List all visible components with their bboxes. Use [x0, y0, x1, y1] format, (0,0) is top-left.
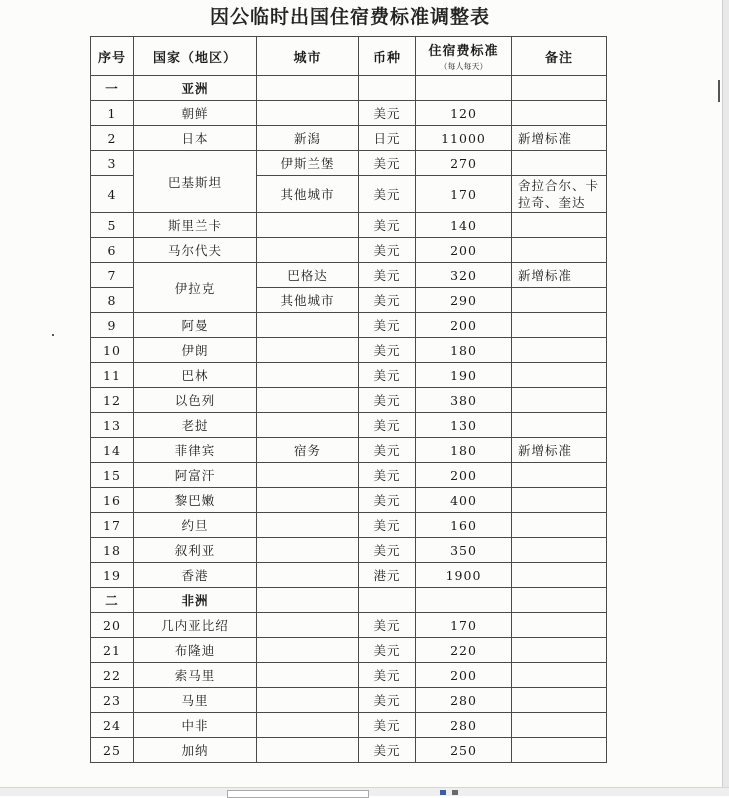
row-note: [512, 563, 607, 588]
row-country: 阿富汗: [134, 463, 257, 488]
row-city: [257, 513, 359, 538]
row-amount: 250: [416, 738, 512, 763]
row-no: 9: [91, 313, 134, 338]
row-amount: 1900: [416, 563, 512, 588]
table-row: [91, 213, 607, 238]
row-country: 以色列: [134, 388, 257, 413]
row-country: 马里: [134, 688, 257, 713]
row-currency: 美元: [359, 438, 416, 463]
row-note: [512, 663, 607, 688]
row-no: 22: [91, 663, 134, 688]
table-row: [91, 463, 607, 488]
row-no: 25: [91, 738, 134, 763]
row-no: 4: [91, 176, 134, 213]
table-row: [91, 238, 607, 263]
row-note: [512, 688, 607, 713]
row-amount: 130: [416, 413, 512, 438]
table-row: [91, 388, 607, 413]
row-amount: 200: [416, 313, 512, 338]
table-row: [91, 338, 607, 363]
row-country: 伊朗: [134, 338, 257, 363]
row-note: [512, 638, 607, 663]
row-currency: 美元: [359, 463, 416, 488]
row-country: 日本: [134, 126, 257, 151]
row-note: 新增标准: [512, 263, 607, 288]
table-row: [91, 126, 607, 151]
row-country: 马尔代夫: [134, 238, 257, 263]
row-amount: 160: [416, 513, 512, 538]
row-country: 加纳: [134, 738, 257, 763]
row-amount: 220: [416, 638, 512, 663]
row-no: 2: [91, 126, 134, 151]
page-edge: [722, 0, 729, 795]
row-amount: 290: [416, 288, 512, 313]
row-country: 布隆迪: [134, 638, 257, 663]
row-currency: 美元: [359, 213, 416, 238]
scan-dot: [52, 334, 54, 336]
row-city: 新潟: [257, 126, 359, 151]
row-city: [257, 313, 359, 338]
row-city: [257, 638, 359, 663]
row-city: 其他城市: [257, 288, 359, 313]
row-amount: 270: [416, 151, 512, 176]
row-note: [512, 713, 607, 738]
row-note: [512, 413, 607, 438]
row-country: 约旦: [134, 513, 257, 538]
row-city: 伊斯兰堡: [257, 151, 359, 176]
fit-page-icon[interactable]: [452, 790, 458, 795]
row-no: 23: [91, 688, 134, 713]
table-row: [91, 101, 607, 126]
row-city: [257, 538, 359, 563]
row-no: 19: [91, 563, 134, 588]
row-no: 7: [91, 263, 134, 288]
row-no: 17: [91, 513, 134, 538]
header-standard-label: 住宿费标准: [428, 44, 499, 59]
row-currency: 美元: [359, 176, 416, 213]
row-country: 老挝: [134, 413, 257, 438]
row-city: 宿务: [257, 438, 359, 463]
row-city: [257, 613, 359, 638]
row-currency: 美元: [359, 313, 416, 338]
scan-mark: [718, 80, 720, 102]
row-currency: 美元: [359, 713, 416, 738]
section-no: 一: [91, 76, 134, 101]
row-city: [257, 488, 359, 513]
table-row: [91, 688, 607, 713]
table-row: [91, 663, 607, 688]
row-currency: 美元: [359, 488, 416, 513]
table-row: [91, 438, 607, 463]
row-country: 叙利亚: [134, 538, 257, 563]
row-country: 伊拉克: [134, 263, 257, 313]
row-city: [257, 363, 359, 388]
header-currency: 币种: [359, 37, 416, 76]
table-row: [91, 263, 607, 288]
table-row: [91, 563, 607, 588]
row-note: [512, 238, 607, 263]
row-city: [257, 663, 359, 688]
row-amount: 180: [416, 438, 512, 463]
row-city: [257, 388, 359, 413]
row-note: [512, 101, 607, 126]
row-country: 香港: [134, 563, 257, 588]
header-no: 序号: [91, 37, 134, 76]
row-country: 索马里: [134, 663, 257, 688]
row-city: 巴格达: [257, 263, 359, 288]
row-no: 16: [91, 488, 134, 513]
table-row: [91, 538, 607, 563]
row-note: 新增标准: [512, 438, 607, 463]
row-currency: 美元: [359, 338, 416, 363]
row-no: 13: [91, 413, 134, 438]
row-note: [512, 363, 607, 388]
row-amount: 380: [416, 388, 512, 413]
header-city: 城市: [257, 37, 359, 76]
row-city: [257, 101, 359, 126]
row-currency: 美元: [359, 513, 416, 538]
row-currency: 美元: [359, 538, 416, 563]
row-amount: 200: [416, 238, 512, 263]
row-no: 12: [91, 388, 134, 413]
row-no: 1: [91, 101, 134, 126]
row-country: 朝鲜: [134, 101, 257, 126]
row-currency: 日元: [359, 126, 416, 151]
row-amount: 170: [416, 176, 512, 213]
row-country: 黎巴嫩: [134, 488, 257, 513]
row-currency: 美元: [359, 613, 416, 638]
row-no: 15: [91, 463, 134, 488]
row-currency: 美元: [359, 663, 416, 688]
zoom-icon[interactable]: [440, 790, 446, 795]
row-currency: 美元: [359, 363, 416, 388]
row-no: 21: [91, 638, 134, 663]
row-country: 斯里兰卡: [134, 213, 257, 238]
row-amount: 280: [416, 688, 512, 713]
row-country: 中非: [134, 713, 257, 738]
row-amount: 200: [416, 663, 512, 688]
row-city: 其他城市: [257, 176, 359, 213]
row-city: [257, 688, 359, 713]
row-country: 巴基斯坦: [134, 151, 257, 213]
row-note: [512, 613, 607, 638]
row-note: [512, 213, 607, 238]
row-no: 24: [91, 713, 134, 738]
table-row: [91, 413, 607, 438]
row-note: [512, 513, 607, 538]
row-note: [512, 488, 607, 513]
row-no: 6: [91, 238, 134, 263]
table-row: [91, 638, 607, 663]
row-currency: 美元: [359, 388, 416, 413]
row-no: 3: [91, 151, 134, 176]
row-currency: 美元: [359, 101, 416, 126]
row-currency: 美元: [359, 288, 416, 313]
row-city: [257, 463, 359, 488]
page-number-field[interactable]: [227, 790, 369, 798]
row-currency: 美元: [359, 151, 416, 176]
row-no: 11: [91, 363, 134, 388]
row-currency: 港元: [359, 563, 416, 588]
row-city: [257, 413, 359, 438]
row-note: [512, 151, 607, 176]
row-note: [512, 388, 607, 413]
row-amount: 400: [416, 488, 512, 513]
row-note: [512, 738, 607, 763]
header-note: 备注: [512, 37, 607, 76]
row-note: 新增标准: [512, 126, 607, 151]
section-no: 二: [91, 588, 134, 613]
header-standard: [416, 37, 512, 76]
row-no: 8: [91, 288, 134, 313]
table-row: [91, 313, 607, 338]
row-amount: 180: [416, 338, 512, 363]
row-currency: 美元: [359, 238, 416, 263]
row-currency: 美元: [359, 413, 416, 438]
section-name: 非洲: [134, 588, 257, 613]
row-amount: 11000: [416, 126, 512, 151]
row-note: [512, 463, 607, 488]
table-row: [91, 513, 607, 538]
table-row: [91, 151, 607, 176]
row-amount: 140: [416, 213, 512, 238]
header-row: [91, 37, 607, 76]
row-note: 舍拉合尔、卡拉奇、奎达: [512, 176, 607, 213]
row-amount: 190: [416, 363, 512, 388]
row-amount: 320: [416, 263, 512, 288]
section-row-asia: [91, 76, 607, 101]
row-city: [257, 738, 359, 763]
row-city: [257, 563, 359, 588]
row-amount: 170: [416, 613, 512, 638]
table-row: [91, 488, 607, 513]
row-city: [257, 713, 359, 738]
standards-table: [90, 36, 607, 763]
row-note: [512, 338, 607, 363]
row-city: [257, 213, 359, 238]
table-row: [91, 713, 607, 738]
row-amount: 280: [416, 713, 512, 738]
row-no: 10: [91, 338, 134, 363]
row-country: 几内亚比绍: [134, 613, 257, 638]
table-row: [91, 738, 607, 763]
row-currency: 美元: [359, 738, 416, 763]
header-country: 国家（地区）: [134, 37, 257, 76]
header-standard-sub: （每人每天）: [439, 62, 488, 71]
row-note: [512, 313, 607, 338]
row-note: [512, 538, 607, 563]
row-city: [257, 338, 359, 363]
row-amount: 200: [416, 463, 512, 488]
row-no: 5: [91, 213, 134, 238]
row-currency: 美元: [359, 638, 416, 663]
row-currency: 美元: [359, 263, 416, 288]
row-amount: 350: [416, 538, 512, 563]
row-country: 巴林: [134, 363, 257, 388]
page-title: 因公临时出国住宿费标准调整表: [209, 6, 490, 28]
row-note: [512, 288, 607, 313]
row-no: 20: [91, 613, 134, 638]
row-no: 18: [91, 538, 134, 563]
row-country: 阿曼: [134, 313, 257, 338]
table-row: [91, 613, 607, 638]
table-row: [91, 363, 607, 388]
section-row-africa: [91, 588, 607, 613]
section-name: 亚洲: [134, 76, 257, 101]
row-amount: 120: [416, 101, 512, 126]
row-no: 14: [91, 438, 134, 463]
row-currency: 美元: [359, 688, 416, 713]
row-city: [257, 238, 359, 263]
row-country: 菲律宾: [134, 438, 257, 463]
